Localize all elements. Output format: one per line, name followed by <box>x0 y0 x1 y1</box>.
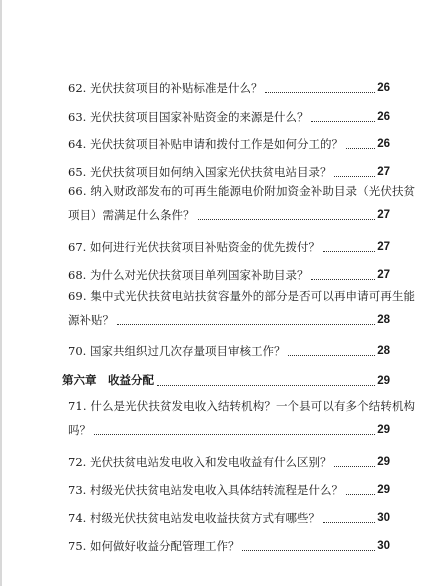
leader-dots <box>311 278 375 280</box>
toc-entry[interactable] <box>68 99 390 125</box>
toc-page-number: 28 <box>377 345 390 357</box>
leader-dots <box>94 433 375 435</box>
toc-entry-title-line1: 66. 纳入财政部发布的可再生能源电价附加资金补助目录（光伏扶贫 <box>68 184 416 198</box>
toc-entry-title: 75. 如何做好收益分配管理工作？ <box>68 539 240 553</box>
toc-entry[interactable] <box>68 289 416 328</box>
toc-page-number: 28 <box>377 314 390 326</box>
toc-entry-title-line1: 71. 什么是光伏扶贫发电收入结转机构？一个县可以有多个结转机构 <box>68 399 416 413</box>
toc-entry-title: 62. 光伏扶贫项目的补贴标准是什么？ <box>68 81 263 95</box>
toc-page-number: 29 <box>377 424 390 436</box>
toc-entry[interactable] <box>68 126 390 152</box>
toc-page-number: 26 <box>377 82 390 94</box>
leader-dots <box>311 120 375 122</box>
leader-dots <box>242 549 375 551</box>
toc-entry-title: 65. 光伏扶贫项目如何纳入国家光伏扶贫电站目录？ <box>68 165 332 179</box>
leader-dots <box>323 521 375 523</box>
toc-entry[interactable] <box>68 70 390 96</box>
toc-entry[interactable] <box>68 500 390 526</box>
leader-dots <box>334 465 375 467</box>
toc-page-number: 27 <box>377 241 390 253</box>
toc-entry[interactable] <box>68 444 390 470</box>
toc-entry[interactable] <box>68 184 416 223</box>
leader-dots <box>346 493 375 495</box>
toc-entry[interactable] <box>68 229 390 255</box>
toc-entry-title: 63. 光伏扶贫项目国家补贴资金的来源是什么？ <box>68 110 309 124</box>
toc-entry-title: 67. 如何进行光伏扶贫项目补贴资金的优先拨付？ <box>68 240 320 254</box>
leader-dots <box>323 250 375 252</box>
toc-entry-title: 73. 村级光伏扶贫电站发电收入具体结转流程是什么？ <box>68 483 343 497</box>
toc-page-number: 29 <box>377 484 390 496</box>
leader-dots <box>288 354 375 356</box>
toc-entry[interactable] <box>68 528 390 554</box>
chapter-title: 第六章 收益分配 <box>62 375 154 387</box>
toc-page-number: 27 <box>377 166 390 178</box>
toc-entry-title-line2: 项目）需满足什么条件？ <box>68 208 195 222</box>
toc-entry-title: 72. 光伏扶贫电站发电收入和发电收益有什么区别？ <box>68 455 332 469</box>
toc-page-number: 29 <box>377 375 390 387</box>
toc-entry-title-line1: 69. 集中式光伏扶贫电站扶贫容量外的部分是否可以再申请可再生能 <box>68 289 416 303</box>
leader-dots <box>198 218 376 220</box>
toc-entry[interactable] <box>68 472 390 498</box>
toc-page-number: 30 <box>377 540 390 552</box>
page-edge <box>0 0 2 586</box>
toc-entry-title: 74. 村级光伏扶贫电站发电收益扶贫方式有哪些？ <box>68 511 320 525</box>
toc-page-number: 27 <box>377 209 390 221</box>
toc-entry[interactable] <box>68 257 390 283</box>
leader-dots <box>265 91 375 93</box>
toc-entry[interactable] <box>68 399 416 438</box>
leader-dots <box>334 175 375 177</box>
toc-page-number: 26 <box>377 111 390 123</box>
toc-page-number: 30 <box>377 512 390 524</box>
toc-page-number: 27 <box>377 269 390 281</box>
toc-page-number: 26 <box>377 138 390 150</box>
leader-dots <box>157 384 375 386</box>
toc-entry-title: 70. 国家共组织过几次存量项目审核工作？ <box>68 344 286 358</box>
toc-entry[interactable] <box>68 154 390 180</box>
toc-chapter-heading[interactable] <box>62 363 390 389</box>
leader-dots <box>117 323 375 325</box>
toc-entry[interactable] <box>68 333 390 359</box>
toc-entry-title: 64. 光伏扶贫项目补贴申请和拨付工作是如何分工的？ <box>68 137 343 151</box>
toc-entry-title: 68. 为什么对光伏扶贫项目单列国家补助目录？ <box>68 268 309 282</box>
toc-entry-title-line2: 源补贴？ <box>68 313 114 327</box>
toc-page-number: 29 <box>377 456 390 468</box>
toc-entry-title-line2: 吗？ <box>68 423 91 437</box>
leader-dots <box>346 147 375 149</box>
